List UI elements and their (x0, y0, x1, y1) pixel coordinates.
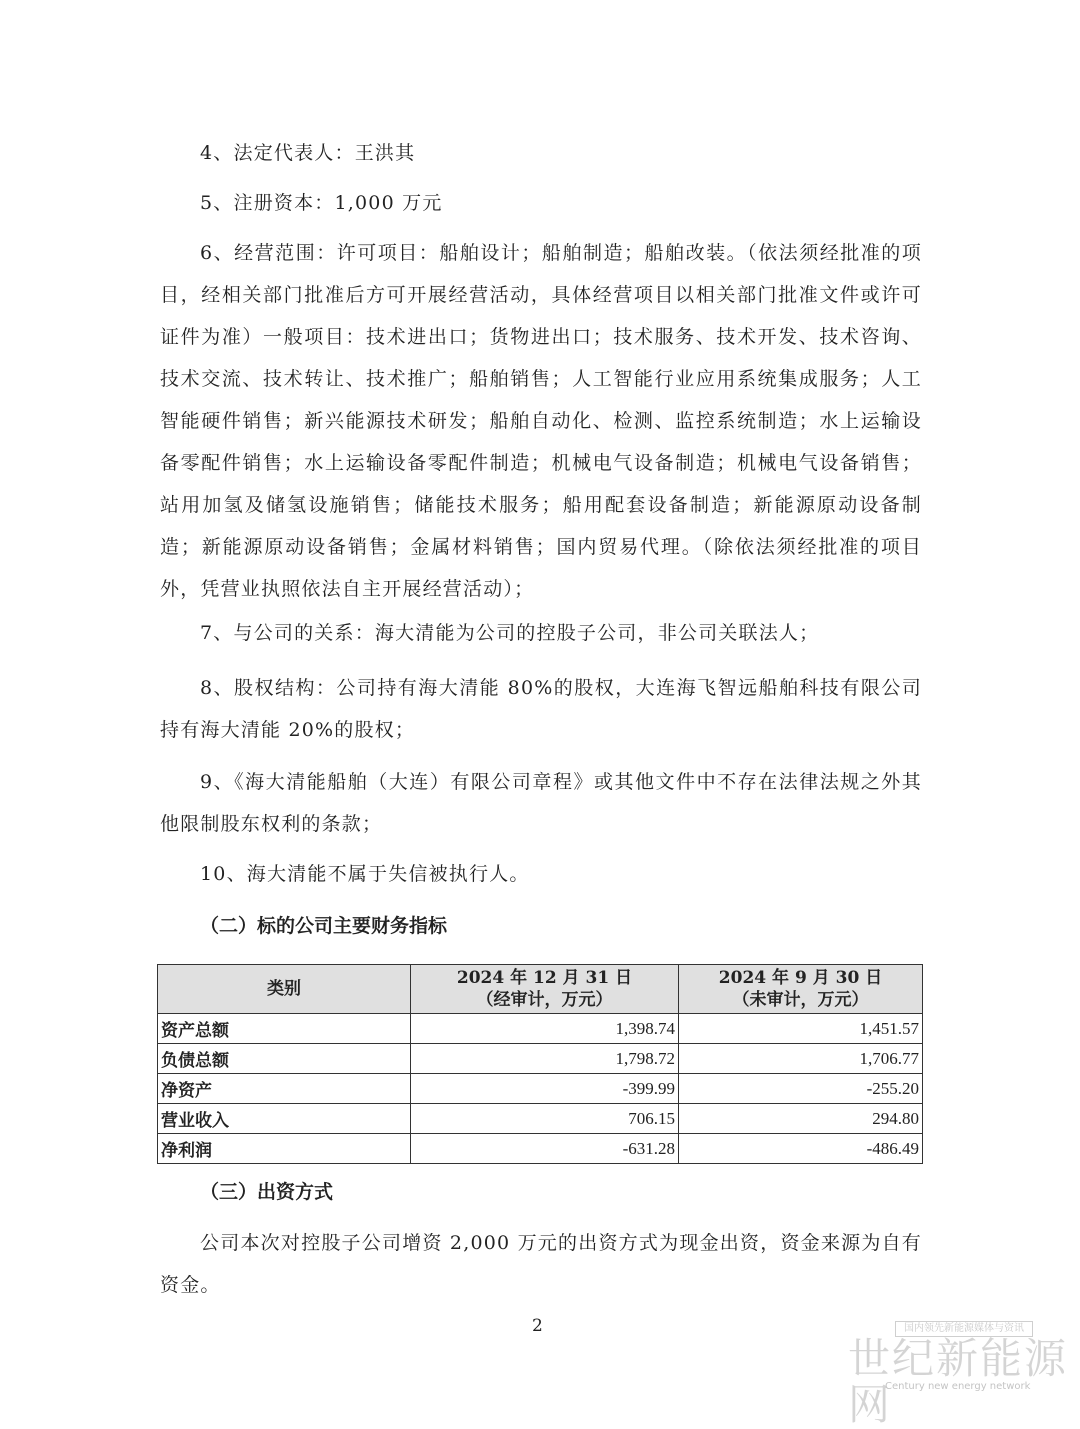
page-number: 2 (532, 1316, 543, 1336)
header-note-2: （未审计，万元） (732, 990, 869, 1010)
row-value-2024-09-30: -255.20 (679, 1074, 923, 1104)
row-label: 负债总额 (158, 1044, 411, 1074)
item-credit-status: 10、海大清能不属于失信被执行人。 (200, 863, 530, 885)
item-registered-capital: 5、注册资本：1,000 万元 (200, 192, 443, 214)
row-value-2024-09-30: 1,706.77 (679, 1044, 923, 1074)
item-equity-structure: 8、股权结构：公司持有海大清能 80%的股权，大连海飞智远船舶科技有限公司持有海大清能 20%的股权； (160, 677, 922, 741)
header-date-2: 2024 年 9 月 30 日 (718, 968, 883, 988)
row-label: 资产总额 (158, 1014, 411, 1044)
contribution-method-text: 公司本次对控股子公司增资 2,000 万元的出资方式为现金出资，资金来源为自有资金。 (160, 1232, 922, 1296)
item-relationship: 7、与公司的关系：海大清能为公司的控股子公司，非公司关联法人； (200, 622, 820, 644)
header-2024-09-30 (679, 965, 923, 1014)
row-value-2024-12-31: 1,798.72 (411, 1044, 679, 1074)
row-value-2024-09-30: 294.80 (679, 1104, 923, 1134)
header-note-1: （经审计，万元） (476, 990, 613, 1010)
header-category: 类别 (158, 965, 411, 1014)
table-row (158, 1104, 923, 1134)
row-value-2024-12-31: -399.99 (411, 1074, 679, 1104)
watermark-logo: 世纪新能源网 (848, 1334, 1069, 1429)
row-value-2024-12-31: 1,398.74 (411, 1014, 679, 1044)
row-value-2024-12-31: -631.28 (411, 1134, 679, 1164)
financial-table (157, 964, 923, 1164)
item-articles: 9、《海大清能船舶（大连）有限公司章程》或其他文件中不存在法律法规之外其他限制股东权利的条款； (160, 771, 922, 835)
section-heading-financials: （二）标的公司主要财务指标 (200, 915, 448, 937)
item-legal-representative: 4、法定代表人：王洪其 (200, 142, 416, 164)
row-label: 营业收入 (158, 1104, 411, 1134)
header-2024-12-31 (411, 965, 679, 1014)
row-value-2024-09-30: 1,451.57 (679, 1014, 923, 1044)
row-label: 净资产 (158, 1074, 411, 1104)
section-heading-contribution: （三）出资方式 (200, 1181, 334, 1203)
row-label: 净利润 (158, 1134, 411, 1164)
table-row (158, 1074, 923, 1104)
table-row (158, 1014, 923, 1044)
row-value-2024-12-31: 706.15 (411, 1104, 679, 1134)
header-date-1: 2024 年 12 月 31 日 (456, 968, 633, 988)
row-value-2024-09-30: -486.49 (679, 1134, 923, 1164)
table-row (158, 1134, 923, 1164)
table-row (158, 1044, 923, 1074)
table-header-row (158, 965, 923, 1014)
watermark-tagline: 国内领先新能源媒体与资讯 (895, 1321, 1033, 1337)
item-business-scope: 6、经营范围：许可项目：船舶设计；船舶制造；船舶改装。（依法须经批准的项目，经相关部门批准后方可开展经营活动，具体经营项目以相关部门批准文件或许可证件为准）一般项目：技术进出口；货物进出口；技术服务、技术开发、技术咨询、技术交流、技术转让、技术推广；船舶销售；人工智能行业应用系统集成服务；人工智能硬件销售；新兴能源技术研发；船舶自动化、检测、监控系统制造；水上运输设备零配件销售；水上运输设备零配件制造；机械电气设备制造；机械电气设备销售；站用加氢及储氢设施销售；储能技术服务；船用配套设备制造；新能源原动设备制造；新能源原动设备销售；金属材料销售；国内贸易代理。（除依法须经批准的项目外，凭营业执照依法自主开展经营活动）； (160, 242, 922, 600)
watermark-subtitle: Century new energy network (885, 1381, 1031, 1392)
